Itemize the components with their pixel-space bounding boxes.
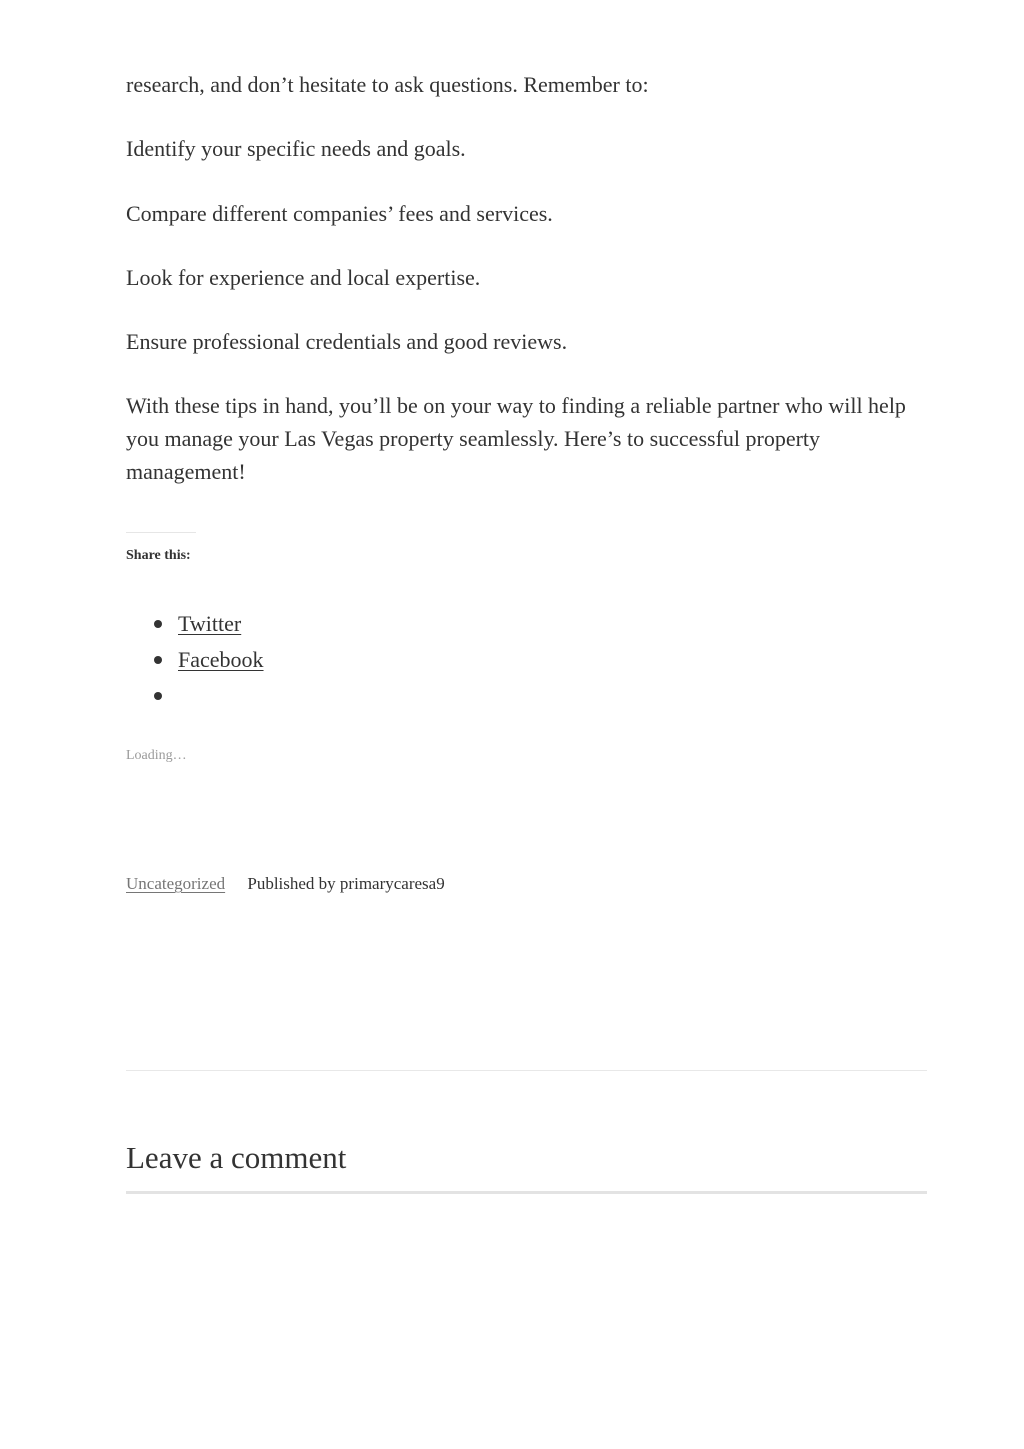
category-link[interactable]: Uncategorized <box>126 874 226 893</box>
bullet-icon <box>154 620 162 628</box>
likes-loading-text: Loading… <box>126 748 187 763</box>
article-paragraph: research, and don’t hesitate to ask questions. Remember to: <box>126 72 649 97</box>
article-paragraph: Compare different companies’ fees and services. <box>126 201 553 226</box>
share-item-twitter <box>126 607 264 643</box>
article-paragraph: Ensure professional credentials and good reviews. <box>126 329 568 354</box>
article-paragraph: Look for experience and local expertise. <box>126 265 481 290</box>
share-list <box>126 607 264 715</box>
share-item-facebook <box>126 643 264 679</box>
article-paragraph: With these tips in hand, you’ll be on your way to finding a reliable partner who will help you manage your Las Vegas property seamlessly. Here’s to successful property management! <box>126 393 906 484</box>
article-paragraph: Identify your specific needs and goals. <box>126 136 466 161</box>
bullet-icon <box>154 692 162 700</box>
bullet-icon <box>154 656 162 664</box>
section-divider <box>126 1070 927 1071</box>
share-facebook-link[interactable]: Facebook <box>178 647 264 672</box>
post-meta <box>126 872 445 896</box>
comment-heading-underline <box>126 1191 927 1194</box>
share-title: Share this: <box>126 548 191 563</box>
published-by-text: Published by primarycaresa9 <box>247 874 445 893</box>
share-twitter-link[interactable]: Twitter <box>178 611 242 636</box>
share-item-empty <box>126 679 264 715</box>
share-divider <box>126 532 196 533</box>
leave-comment-heading: Leave a comment <box>126 1140 347 1175</box>
